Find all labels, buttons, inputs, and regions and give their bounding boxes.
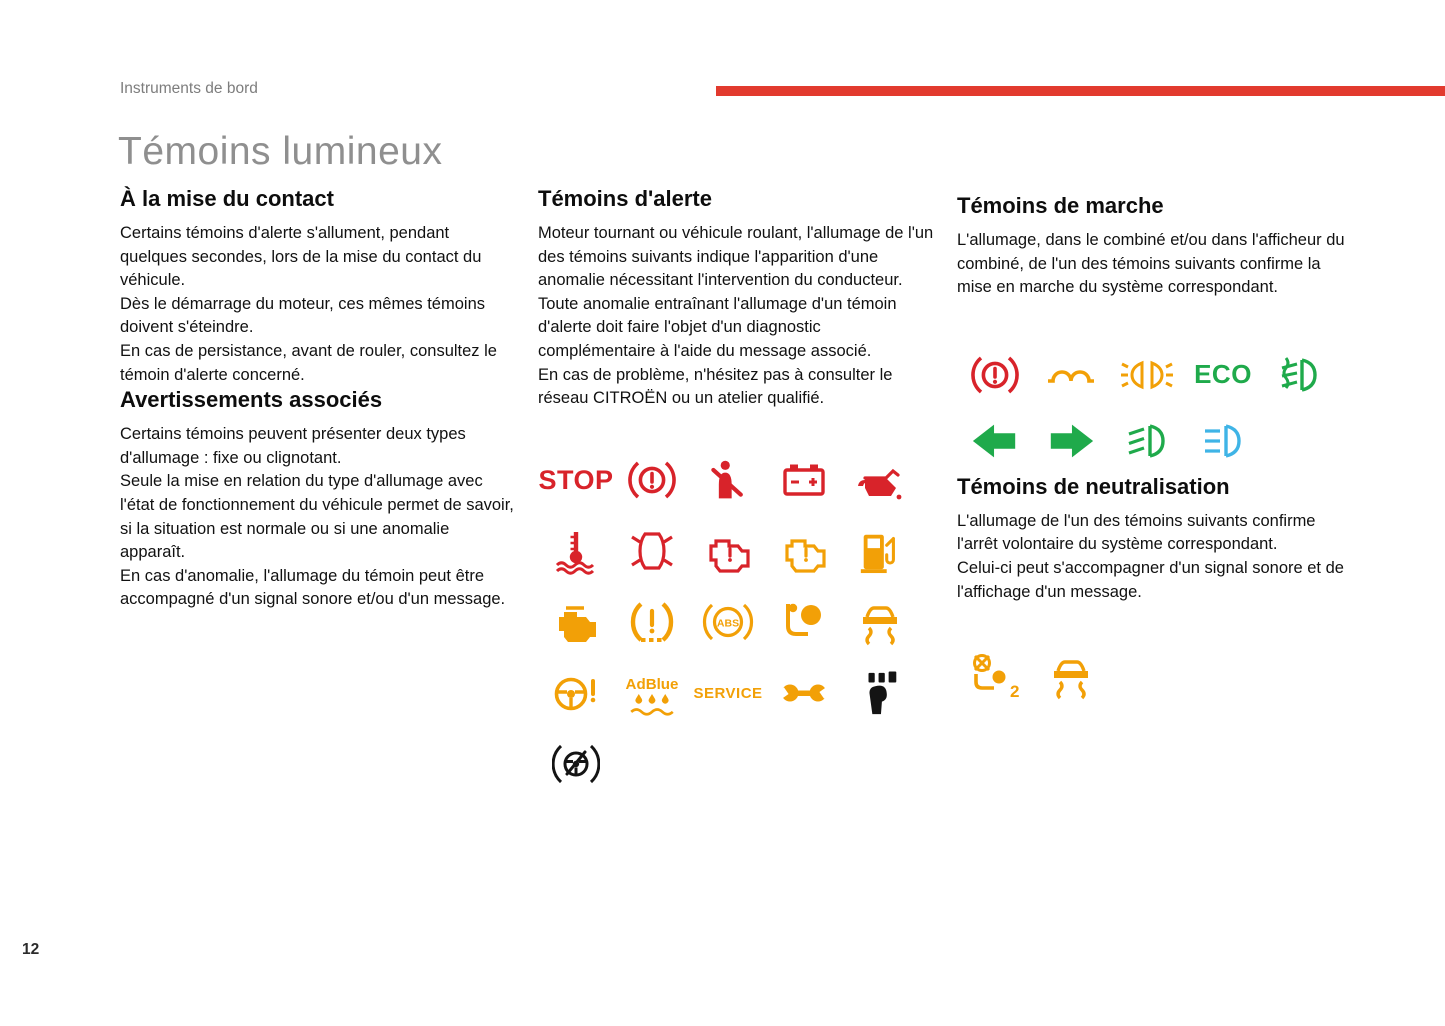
page-number: 12 (22, 941, 40, 958)
paragraph: Seule la mise en relation du type d'allumage avec l'état de fonctionnement du véhicule permet de savoir, si la situation est normale ou si une anomalie apparaît. (120, 472, 514, 562)
column-left (120, 186, 518, 612)
esp-asr-warning-icon (842, 598, 918, 646)
engine-warning-icon (690, 527, 766, 575)
paragraph: En cas de problème, n'hésitez pas à consulter le réseau CITROËN ou un atelier qualifié. (538, 365, 893, 408)
warning-light-row (538, 587, 936, 658)
stop-warning-icon: STOP (538, 464, 614, 495)
maintenance-wrench-icon (766, 669, 842, 717)
coolant-temperature-warning-icon (538, 527, 614, 575)
paragraph: Certains témoins d'alerte s'allument, pendant quelques secondes, lors de la mise du contact du véhicule. (120, 224, 482, 290)
adblue-warning-icon (614, 670, 690, 716)
operation-indicator-lights-grid (957, 342, 1349, 474)
tire-pressure-warning-icon (614, 598, 690, 646)
paragraph: Certains témoins peuvent présenter deux types d'allumage : fixe ou clignotant. (120, 425, 466, 467)
warning-light-row (957, 408, 1349, 474)
parking-brake-indicator-icon (957, 351, 1033, 399)
service-warning-icon: SERVICE (693, 684, 763, 702)
deactivation-indicator-lights-grid (957, 640, 1349, 711)
main-beam-indicator-icon (1185, 417, 1261, 465)
power-steering-warning-icon (538, 669, 614, 717)
left-indicator-icon (957, 417, 1033, 465)
dipped-beam-indicator-icon (1109, 417, 1185, 465)
paragraph: En cas d'anomalie, l'allumage du témoin peut être accompagné d'un signal sonore et/ou d'un message. (120, 566, 506, 609)
paragraph: L'allumage, dans le combiné et/ou dans l'afficheur du combiné, de l'un des témoins suivants confirme la mise en marche du système correspondant. (957, 231, 1345, 297)
paragraph: Dès le démarrage du moteur, ces mêmes témoins doivent s'éteindre. (120, 294, 485, 337)
paragraph: Celui-ci peut s'accompagner d'un signal sonore et de l'affichage d'un message. (957, 558, 1344, 601)
glow-plug-indicator-icon (1033, 351, 1109, 399)
column-right (957, 193, 1349, 711)
seatbelt-warning-icon (690, 456, 766, 504)
sidelights-indicator-icon (1109, 351, 1185, 399)
warning-light-row (957, 342, 1349, 408)
heading-temoins-neutralisation: Témoins de neutralisation (957, 473, 1230, 499)
heading-temoins-alerte: Témoins d'alerte (538, 186, 712, 211)
abs-warning-icon (690, 598, 766, 646)
heading-avertissements-associes: Avertissements associés (120, 387, 383, 413)
paragraph: L'allumage de l'un des témoins suivants confirme l'arrêt volontaire du système correspondant. (957, 511, 1316, 554)
airbag-warning-icon (766, 598, 842, 646)
warning-light-row (538, 445, 936, 516)
warning-light-row (538, 729, 936, 800)
doors-open-warning-icon (614, 527, 690, 575)
svg-text:AdBlue: AdBlue (625, 676, 679, 694)
warning-light-row (538, 516, 936, 587)
right-indicator-icon (1033, 417, 1109, 465)
front-fog-indicator-icon (1261, 351, 1337, 399)
heading-mise-du-contact: À la mise du contact (120, 186, 334, 211)
svg-text:ABS: ABS (716, 617, 740, 630)
warning-light-row (538, 658, 936, 729)
red-accent-bar (716, 86, 1445, 96)
paragraph: En cas de persistance, avant de rouler, consultez le témoin d'alerte concerné. (120, 341, 497, 384)
battery-charge-warning-icon (766, 456, 842, 504)
oil-pressure-warning-icon (842, 456, 918, 504)
page-title: Témoins lumineux (118, 130, 443, 173)
engine-fault-warning-icon (538, 598, 614, 646)
steering-lock-warning-icon (538, 740, 614, 788)
chapter-header: Instruments de bord (120, 80, 258, 97)
heading-temoins-marche: Témoins de marche (957, 193, 1164, 218)
clutch-pedal-icon (842, 669, 918, 717)
low-fuel-warning-icon (842, 527, 918, 575)
paragraph: Toute anomalie entraînant l'allumage d'un témoin d'alerte doit faire l'objet d'un diagnostic complémentaire à l'aide du message associé. (538, 294, 897, 360)
brake-warning-icon (614, 456, 690, 504)
warning-light-row (957, 640, 1349, 711)
eco-indicator-icon: ECO (1194, 359, 1252, 390)
svg-text:2: 2 (1010, 681, 1020, 700)
engine-diagnostic-warning-icon (766, 527, 842, 575)
passenger-airbag-off-icon (957, 652, 1033, 700)
alert-warning-lights-grid (538, 445, 936, 800)
paragraph: Moteur tournant ou véhicule roulant, l'allumage de l'un des témoins suivants indique l'apparition d'une anomalie nécessitant l'intervention du conducteur. (538, 224, 934, 290)
esp-off-icon (1033, 652, 1109, 700)
column-middle (538, 186, 936, 800)
